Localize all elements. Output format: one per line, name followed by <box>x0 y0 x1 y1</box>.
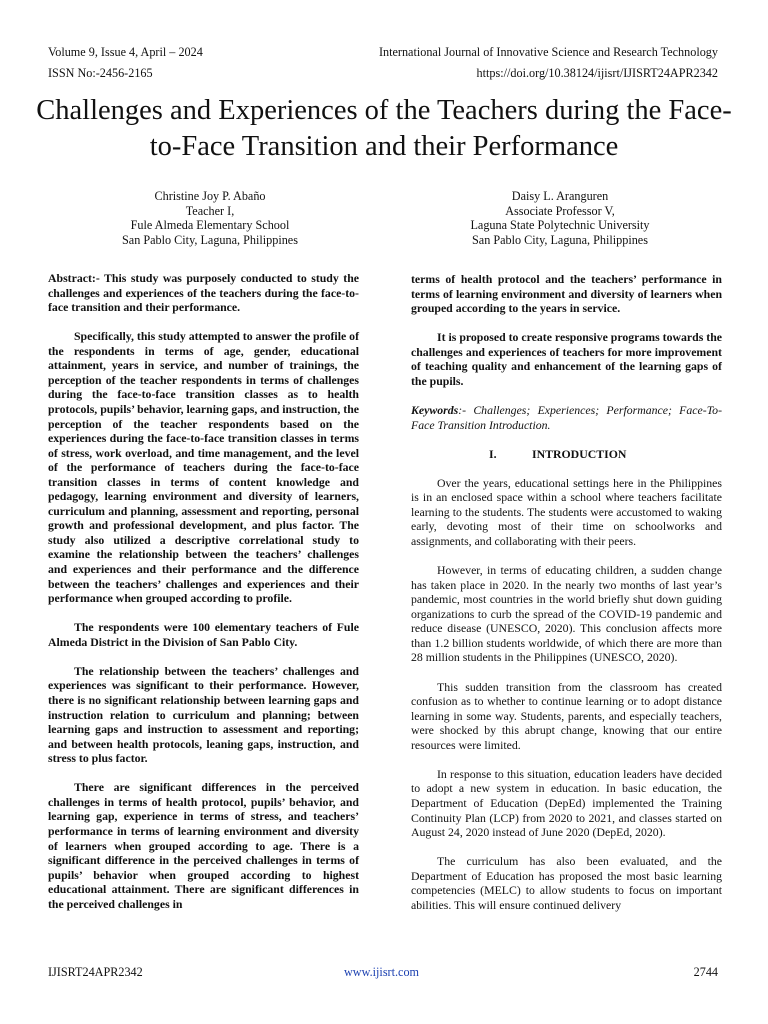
abstract-paragraph: The respondents were 100 elementary teachers of Fule Almeda District in the Division of San Pablo City. <box>48 620 359 649</box>
header-volume: Volume 9, Issue 4, April – 2024 <box>48 45 203 59</box>
footer-page-number: 2744 <box>693 965 718 979</box>
section-number: I. <box>489 446 497 461</box>
paper-title: Challenges and Experiences of the Teachers during the Face-to-Face Transition and their Performance <box>36 95 732 162</box>
intro-paragraph: Over the years, educational settings here in the Philippines is in an enclosed space within a school where teachers facilitate learning to the students. The students were accustomed to waking early, devoting most of their time on schoolworks and assignments, and collaborating with their peers. <box>411 475 722 549</box>
footer-code: IJISRT24APR2342 <box>48 965 143 979</box>
intro-paragraph: The curriculum has also been evaluated, and the Department of Education has proposed the most basic learning competencies (MELC) to allow students to focus on important abilities. This will ensure continued delivery <box>411 854 722 912</box>
author-location: San Pablo City, Laguna, Philippines <box>472 232 648 247</box>
author-affiliation: Laguna State Polytechnic University <box>470 218 650 233</box>
header-issn: ISSN No:-2456-2165 <box>48 66 153 80</box>
right-column <box>411 272 722 927</box>
author-name: Christine Joy P. Abaño <box>154 189 266 203</box>
keywords <box>411 403 722 432</box>
section-title: INTRODUCTION <box>532 446 627 461</box>
author-name: Daisy L. Aranguren <box>511 189 609 203</box>
intro-paragraph: This sudden transition from the classroom has created confusion as to whether to continue learning or to adopt distance learning in some way. Students, parents, and especially teachers, were shocked by this abrupt change, knowing that our entire resources were limited. <box>411 679 722 752</box>
section-heading <box>411 447 722 462</box>
abstract-paragraph: Specifically, this study attempted to answer the profile of the respondents in terms of age, gender, educational attainment, years in service, and number of trainings, the perception of the teacher respondents in terms of challenges during the face-to-face transition classes as to health protocols, pupils’ behavior, learning gaps, and instruction, the perception of the teacher respondents based on the experiences during the face-to-face transition classes in terms of stress, work overload, and time management, and the level of the performance of teachers during the face-to-face transition classes in terms of content knowledge and pedagogy, learning environment and diversity of learners, curriculum and planning, assessment and reporting, personal growth and professional development, and plus factor. The study also utilized a descriptive correlational study to examine the relationship between the teachers’ challenges and experiences and their performance and the difference between the teachers’ challenges and experiences and their performance when grouped according to profile. <box>48 329 359 606</box>
header-doi[interactable]: https://doi.org/10.38124/ijisrt/IJISRT24APR2342 <box>476 66 718 80</box>
author-block-1 <box>70 189 350 247</box>
author-block-2 <box>420 189 700 247</box>
abstract-paragraph: Abstract:- This study was purposely conducted to study the challenges and experiences of the teachers during the face-to-face transition and their performance. <box>48 271 359 315</box>
left-column <box>48 271 359 926</box>
author-position: Teacher I, <box>185 203 235 218</box>
abstract-paragraph: terms of health protocol and the teachers’ performance in terms of learning environment and diversity of learners when grouped according to the years in service. <box>411 272 722 316</box>
intro-paragraph: However, in terms of educating children, a sudden change has taken place in 2020. In the nearly two months of last year’s pandemic, most countries in the world briefly shut down guiding organizations to curb the spread of the COVID-19 pandemic and reduce disease (UNESCO, 2020). This conclusion affects more than 1.2 billion students worldwide, of which there are more than 28 million students in the Philippines (UNESCO, 2020). <box>411 563 722 665</box>
footer-website-link[interactable]: www.ijisrt.com <box>344 965 420 979</box>
author-location: San Pablo City, Laguna, Philippines <box>122 232 298 247</box>
keywords-label: Keywords <box>411 403 459 418</box>
header-journal: International Journal of Innovative Science and Research Technology <box>378 45 718 59</box>
abstract-paragraph: There are significant differences in the perceived challenges in terms of health protocol, pupils’ behavior, and learning gap, experience in terms of stress, and teachers’ performance in terms of learning environment and diversity of learners when grouped according to age. There is a significant difference in the perceived challenges in terms of pupils’ behavior when grouped according to highest educational attainment. There are significant differences in the perceived challenges in <box>48 780 359 911</box>
intro-paragraph: In response to this situation, education leaders have decided to adopt a new system in education. In basic education, the Department of Education (DepEd) implemented the Training Continuity Plan (LCP) from 2020 to 2021, and classes started on August 24, 2020 instead of June 2020 (DepEd, 2020). <box>411 766 722 840</box>
keywords-text: :- Challenges; Experiences; Performance; Face-To-Face Transition Introduction. <box>411 403 722 432</box>
abstract-paragraph: The relationship between the teachers’ challenges and experiences was significant to their performance. However, there is no significant relationship between learning gaps and instruction relation to curriculum and planning; between learning gaps and instruction to assessment and reporting; and between health protocols, leaning gaps, instruction, and stress to plus factor. <box>48 663 359 766</box>
abstract-paragraph: It is proposed to create responsive programs towards the challenges and experiences of teachers for more improvement of teaching quality and enhancement of the learning gaps of the pupils. <box>411 330 722 388</box>
author-affiliation: Fule Almeda Elementary School <box>130 218 290 233</box>
author-position: Associate Professor V, <box>505 203 615 218</box>
